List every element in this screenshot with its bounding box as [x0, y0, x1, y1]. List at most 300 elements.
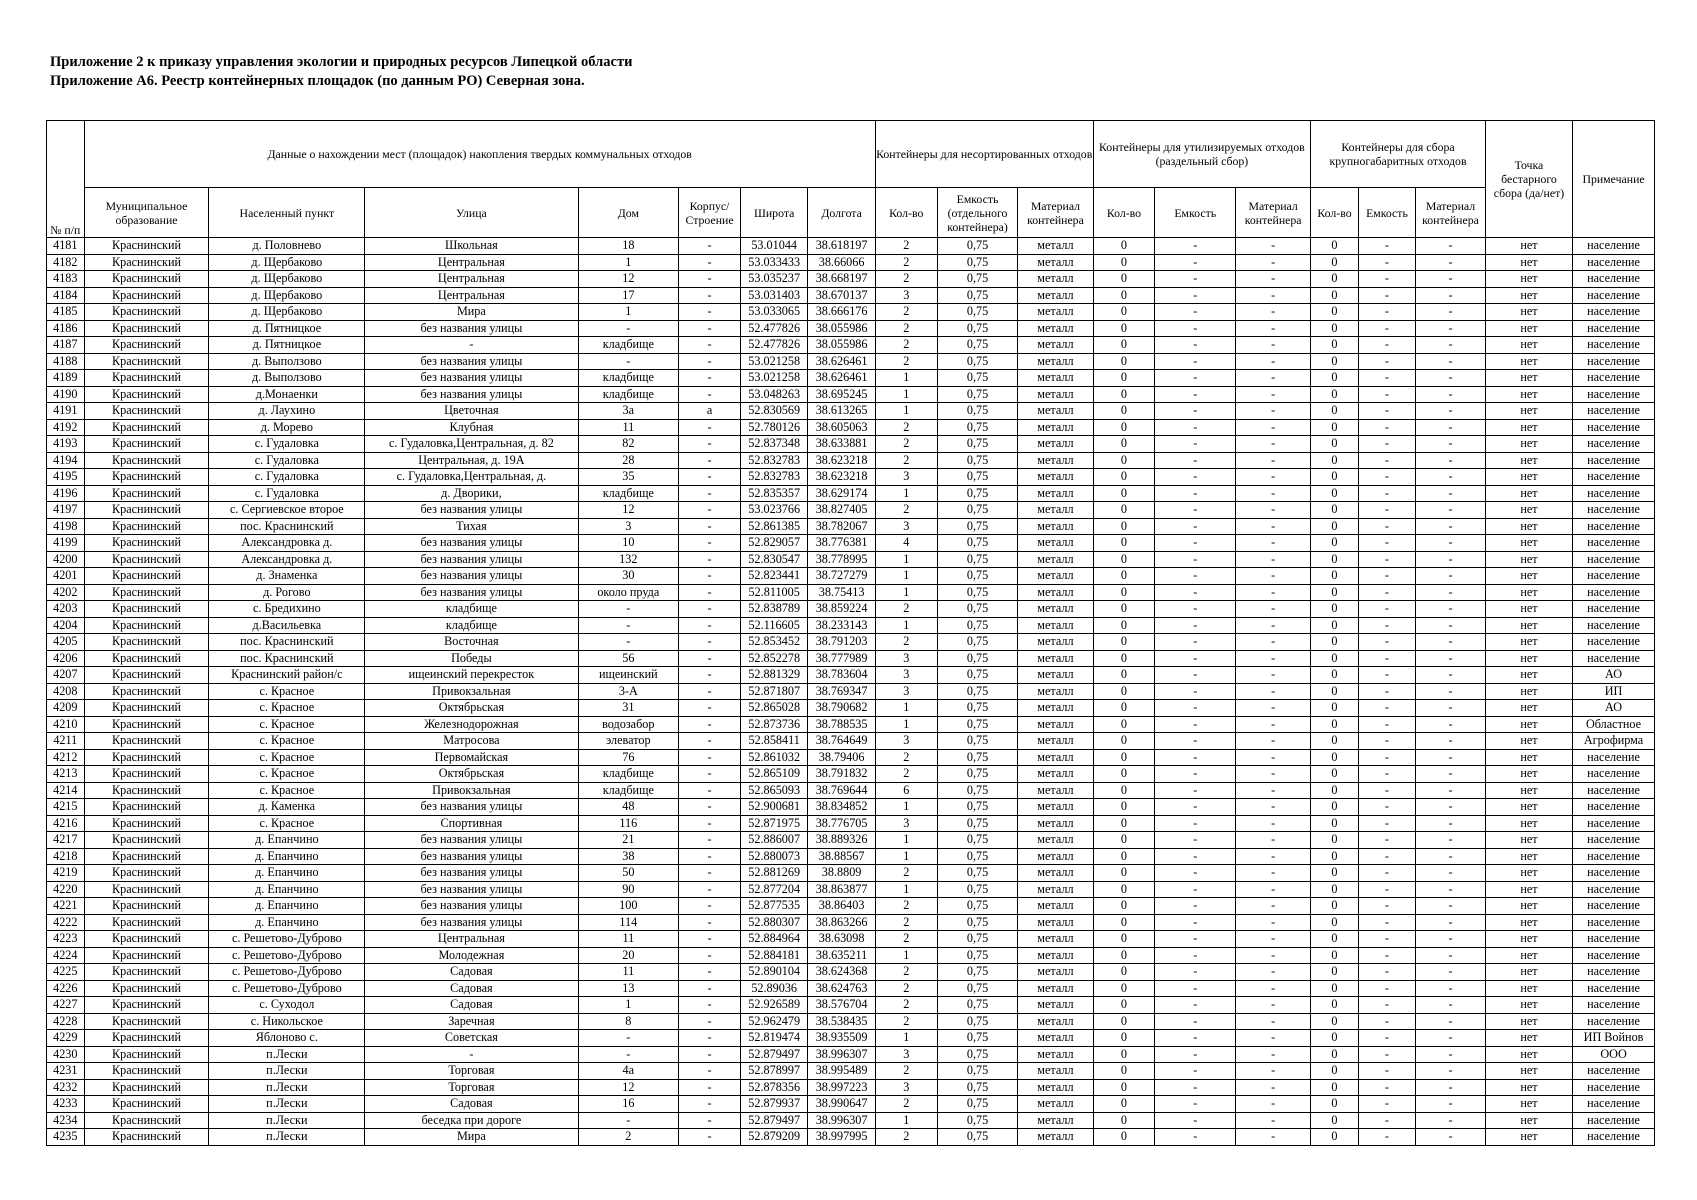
recyclable-count-cell: 0	[1093, 1046, 1155, 1063]
bagless-cell: нет	[1485, 337, 1572, 354]
note-cell: население	[1573, 386, 1655, 403]
table-row	[47, 419, 1655, 436]
table-row	[47, 1063, 1655, 1080]
municipality-cell: Краснинский	[84, 584, 209, 601]
house-cell: 4а	[578, 1063, 679, 1080]
bagless-cell: нет	[1485, 518, 1572, 535]
building-cell: -	[679, 370, 741, 387]
note-cell: население	[1573, 931, 1655, 948]
bulky-capacity-cell: -	[1358, 551, 1415, 568]
building-cell: -	[679, 584, 741, 601]
recyclable-capacity-cell: -	[1155, 931, 1236, 948]
bulky-capacity-cell: -	[1358, 535, 1415, 552]
latitude-cell: 52.853452	[740, 634, 807, 651]
unsorted-count-cell: 2	[875, 1129, 937, 1146]
unsorted-count-cell: 1	[875, 700, 937, 717]
house-cell: 1	[578, 304, 679, 321]
building-cell: -	[679, 551, 741, 568]
bulky-material-cell: -	[1416, 766, 1486, 783]
street-cell: без названия улицы	[365, 898, 578, 915]
street-cell: -	[365, 1046, 578, 1063]
note-cell: население	[1573, 1129, 1655, 1146]
recyclable-count-cell: 0	[1093, 782, 1155, 799]
recyclable-material-cell: -	[1236, 1046, 1311, 1063]
table-row	[47, 898, 1655, 915]
street-cell: с. Гудаловка,Центральная, д. 82	[365, 436, 578, 453]
row-number: 4232	[47, 1079, 85, 1096]
street-cell: д. Дворики,	[365, 485, 578, 502]
longitude-cell: 38.055986	[808, 337, 875, 354]
table-row	[47, 964, 1655, 981]
recyclable-material-cell: -	[1236, 337, 1311, 354]
unsorted-count-cell: 2	[875, 353, 937, 370]
settlement-cell: Яблоново с.	[209, 1030, 365, 1047]
bulky-capacity-cell: -	[1358, 881, 1415, 898]
table-row	[47, 1046, 1655, 1063]
municipality-cell: Краснинский	[84, 634, 209, 651]
unsorted-material-cell: металл	[1018, 749, 1093, 766]
bulky-material-cell: -	[1416, 304, 1486, 321]
table-row	[47, 782, 1655, 799]
recyclable-material-cell: -	[1236, 716, 1311, 733]
municipality-cell: Краснинский	[84, 1013, 209, 1030]
settlement-cell: с. Гудаловка	[209, 485, 365, 502]
unsorted-count-cell: 1	[875, 617, 937, 634]
row-number: 4229	[47, 1030, 85, 1047]
bulky-material-cell: -	[1416, 749, 1486, 766]
longitude-cell: 38.623218	[808, 469, 875, 486]
recyclable-capacity-cell: -	[1155, 848, 1236, 865]
note-cell: население	[1573, 865, 1655, 882]
unsorted-count-cell: 2	[875, 271, 937, 288]
bulky-count-cell: 0	[1311, 1112, 1359, 1129]
bulky-capacity-cell: -	[1358, 617, 1415, 634]
bagless-cell: нет	[1485, 1046, 1572, 1063]
unsorted-count-cell: 1	[875, 848, 937, 865]
recyclable-material-cell: -	[1236, 238, 1311, 255]
unsorted-capacity-cell: 0,75	[937, 1129, 1018, 1146]
table-row	[47, 997, 1655, 1014]
unsorted-count-cell: 2	[875, 634, 937, 651]
bulky-count-cell: 0	[1311, 782, 1359, 799]
row-number: 4201	[47, 568, 85, 585]
latitude-cell: 52.900681	[740, 799, 807, 816]
street-cell: Железнодорожная	[365, 716, 578, 733]
recyclable-count-cell: 0	[1093, 1013, 1155, 1030]
bagless-cell: нет	[1485, 931, 1572, 948]
recyclable-count-cell: 0	[1093, 485, 1155, 502]
municipality-cell: Краснинский	[84, 304, 209, 321]
row-number: 4230	[47, 1046, 85, 1063]
unsorted-count-cell: 2	[875, 320, 937, 337]
unsorted-capacity-cell: 0,75	[937, 1063, 1018, 1080]
recyclable-count-cell: 0	[1093, 1096, 1155, 1113]
house-cell: 48	[578, 799, 679, 816]
bulky-material-cell: -	[1416, 947, 1486, 964]
note-cell: население	[1573, 370, 1655, 387]
unsorted-capacity-cell: 0,75	[937, 667, 1018, 684]
unsorted-material-cell: металл	[1018, 799, 1093, 816]
bagless-cell: нет	[1485, 782, 1572, 799]
bulky-capacity-cell: -	[1358, 386, 1415, 403]
recyclable-capacity-cell: -	[1155, 403, 1236, 420]
note-cell: население	[1573, 749, 1655, 766]
recyclable-count-cell: 0	[1093, 815, 1155, 832]
bulky-capacity-cell: -	[1358, 1079, 1415, 1096]
row-number: 4233	[47, 1096, 85, 1113]
recyclable-capacity-cell: -	[1155, 419, 1236, 436]
recyclable-capacity-cell: -	[1155, 518, 1236, 535]
recyclable-capacity-cell: -	[1155, 914, 1236, 931]
unsorted-material-cell: металл	[1018, 568, 1093, 585]
bagless-cell: нет	[1485, 353, 1572, 370]
bulky-count-cell: 0	[1311, 452, 1359, 469]
recyclable-capacity-cell: -	[1155, 370, 1236, 387]
unsorted-material-cell: металл	[1018, 914, 1093, 931]
unsorted-capacity-cell: 0,75	[937, 535, 1018, 552]
unsorted-count-cell: 3	[875, 733, 937, 750]
unsorted-count-cell: 1	[875, 832, 937, 849]
row-number: 4234	[47, 1112, 85, 1129]
unsorted-capacity-cell: 0,75	[937, 881, 1018, 898]
table-row	[47, 634, 1655, 651]
bulky-count-cell: 0	[1311, 947, 1359, 964]
unsorted-material-cell: металл	[1018, 766, 1093, 783]
note-cell: население	[1573, 815, 1655, 832]
latitude-cell: 53.033433	[740, 254, 807, 271]
unsorted-material-cell: металл	[1018, 964, 1093, 981]
unsorted-capacity-cell: 0,75	[937, 865, 1018, 882]
bulky-material-cell: -	[1416, 980, 1486, 997]
street-cell: без названия улицы	[365, 535, 578, 552]
recyclable-capacity-cell: -	[1155, 601, 1236, 618]
building-cell: -	[679, 1112, 741, 1129]
house-cell: 18	[578, 238, 679, 255]
bulky-count-cell: 0	[1311, 980, 1359, 997]
building-cell: -	[679, 898, 741, 915]
table-row	[47, 353, 1655, 370]
unsorted-count-cell: 2	[875, 337, 937, 354]
row-number: 4188	[47, 353, 85, 370]
building-cell: -	[679, 683, 741, 700]
row-number: 4203	[47, 601, 85, 618]
row-number: 4204	[47, 617, 85, 634]
house-cell: 132	[578, 551, 679, 568]
latitude-cell: 52.89036	[740, 980, 807, 997]
house-cell: 1	[578, 997, 679, 1014]
row-number: 4183	[47, 271, 85, 288]
bulky-material-cell: -	[1416, 914, 1486, 931]
unsorted-capacity-cell: 0,75	[937, 353, 1018, 370]
note-cell: население	[1573, 964, 1655, 981]
recyclable-capacity-cell: -	[1155, 1030, 1236, 1047]
building-cell: -	[679, 271, 741, 288]
note-cell: население	[1573, 1096, 1655, 1113]
bulky-material-cell: -	[1416, 799, 1486, 816]
municipality-cell: Краснинский	[84, 502, 209, 519]
municipality-cell: Краснинский	[84, 337, 209, 354]
recyclable-material-cell: -	[1236, 749, 1311, 766]
unsorted-material-cell: металл	[1018, 254, 1093, 271]
bulky-count-cell: 0	[1311, 650, 1359, 667]
building-cell: -	[679, 667, 741, 684]
longitude-cell: 38.764649	[808, 733, 875, 750]
note-cell: население	[1573, 782, 1655, 799]
unsorted-count-cell: 6	[875, 782, 937, 799]
row-number: 4197	[47, 502, 85, 519]
street-cell: кладбище	[365, 601, 578, 618]
note-cell: население	[1573, 452, 1655, 469]
header-longitude: Долгота	[808, 188, 875, 238]
street-cell: беседка при дороге	[365, 1112, 578, 1129]
note-cell: население	[1573, 287, 1655, 304]
municipality-cell: Краснинский	[84, 568, 209, 585]
bulky-count-cell: 0	[1311, 634, 1359, 651]
building-cell: -	[679, 238, 741, 255]
note-cell: население	[1573, 419, 1655, 436]
recyclable-count-cell: 0	[1093, 370, 1155, 387]
row-number: 4212	[47, 749, 85, 766]
latitude-cell: 52.881329	[740, 667, 807, 684]
recyclable-material-cell: -	[1236, 403, 1311, 420]
bagless-cell: нет	[1485, 1129, 1572, 1146]
house-cell: 13	[578, 980, 679, 997]
bulky-material-cell: -	[1416, 1063, 1486, 1080]
bulky-material-cell: -	[1416, 320, 1486, 337]
table-row	[47, 304, 1655, 321]
bulky-material-cell: -	[1416, 370, 1486, 387]
unsorted-capacity-cell: 0,75	[937, 799, 1018, 816]
unsorted-material-cell: металл	[1018, 419, 1093, 436]
settlement-cell: д. Епанчино	[209, 881, 365, 898]
bulky-count-cell: 0	[1311, 551, 1359, 568]
street-cell: Садовая	[365, 997, 578, 1014]
longitude-cell: 38.624368	[808, 964, 875, 981]
bulky-material-cell: -	[1416, 832, 1486, 849]
table-row	[47, 436, 1655, 453]
house-cell: 12	[578, 1079, 679, 1096]
municipality-cell: Краснинский	[84, 766, 209, 783]
bulky-capacity-cell: -	[1358, 403, 1415, 420]
note-cell: население	[1573, 320, 1655, 337]
recyclable-capacity-cell: -	[1155, 667, 1236, 684]
unsorted-capacity-cell: 0,75	[937, 914, 1018, 931]
heading-line-1: Приложение 2 к приказу управления экологии и природных ресурсов Липецкой области	[50, 54, 633, 70]
bulky-capacity-cell: -	[1358, 287, 1415, 304]
table-row	[47, 403, 1655, 420]
latitude-cell: 52.877204	[740, 881, 807, 898]
note-cell: население	[1573, 832, 1655, 849]
table-row	[47, 452, 1655, 469]
settlement-cell: с. Бредихино	[209, 601, 365, 618]
municipality-cell: Краснинский	[84, 419, 209, 436]
header-settlement: Населенный пункт	[209, 188, 365, 238]
table-row	[47, 337, 1655, 354]
bulky-capacity-cell: -	[1358, 419, 1415, 436]
bulky-capacity-cell: -	[1358, 320, 1415, 337]
bulky-capacity-cell: -	[1358, 733, 1415, 750]
latitude-cell: 52.116605	[740, 617, 807, 634]
unsorted-material-cell: металл	[1018, 832, 1093, 849]
unsorted-count-cell: 2	[875, 1063, 937, 1080]
bulky-capacity-cell: -	[1358, 584, 1415, 601]
building-cell: -	[679, 535, 741, 552]
bagless-cell: нет	[1485, 238, 1572, 255]
bulky-count-cell: 0	[1311, 1030, 1359, 1047]
settlement-cell: с. Решетово-Дуброво	[209, 980, 365, 997]
unsorted-material-cell: металл	[1018, 238, 1093, 255]
recyclable-capacity-cell: -	[1155, 865, 1236, 882]
bagless-cell: нет	[1485, 914, 1572, 931]
unsorted-capacity-cell: 0,75	[937, 287, 1018, 304]
municipality-cell: Краснинский	[84, 518, 209, 535]
table-row	[47, 650, 1655, 667]
note-cell: население	[1573, 898, 1655, 915]
recyclable-material-cell: -	[1236, 617, 1311, 634]
street-cell: Торговая	[365, 1063, 578, 1080]
bulky-capacity-cell: -	[1358, 980, 1415, 997]
settlement-cell: п.Лески	[209, 1112, 365, 1129]
street-cell: Восточная	[365, 634, 578, 651]
recyclable-material-cell: -	[1236, 502, 1311, 519]
note-cell: население	[1573, 650, 1655, 667]
settlement-cell: с. Красное	[209, 716, 365, 733]
bulky-count-cell: 0	[1311, 1063, 1359, 1080]
unsorted-capacity-cell: 0,75	[937, 749, 1018, 766]
row-number: 4228	[47, 1013, 85, 1030]
bagless-cell: нет	[1485, 980, 1572, 997]
bulky-capacity-cell: -	[1358, 1063, 1415, 1080]
house-cell: 17	[578, 287, 679, 304]
bulky-capacity-cell: -	[1358, 1096, 1415, 1113]
note-cell: население	[1573, 469, 1655, 486]
settlement-cell: п.Лески	[209, 1096, 365, 1113]
unsorted-count-cell: 1	[875, 386, 937, 403]
recyclable-count-cell: 0	[1093, 568, 1155, 585]
bulky-capacity-cell: -	[1358, 634, 1415, 651]
recyclable-capacity-cell: -	[1155, 815, 1236, 832]
house-cell: -	[578, 1046, 679, 1063]
building-cell: -	[679, 997, 741, 1014]
bulky-material-cell: -	[1416, 403, 1486, 420]
municipality-cell: Краснинский	[84, 865, 209, 882]
house-cell: -	[578, 634, 679, 651]
building-cell: -	[679, 1046, 741, 1063]
unsorted-count-cell: 2	[875, 865, 937, 882]
longitude-cell: 38.88567	[808, 848, 875, 865]
bulky-material-cell: -	[1416, 1030, 1486, 1047]
recyclable-material-cell: -	[1236, 1063, 1311, 1080]
bulky-material-cell: -	[1416, 584, 1486, 601]
recyclable-material-cell: -	[1236, 254, 1311, 271]
building-cell: -	[679, 1079, 741, 1096]
bulky-count-cell: 0	[1311, 815, 1359, 832]
longitude-cell: 38.613265	[808, 403, 875, 420]
note-cell: АО	[1573, 700, 1655, 717]
table-row	[47, 502, 1655, 519]
longitude-cell: 38.576704	[808, 997, 875, 1014]
bagless-cell: нет	[1485, 848, 1572, 865]
bulky-capacity-cell: -	[1358, 766, 1415, 783]
longitude-cell: 38.629174	[808, 485, 875, 502]
note-cell: население	[1573, 551, 1655, 568]
bulky-count-cell: 0	[1311, 865, 1359, 882]
unsorted-material-cell: металл	[1018, 1112, 1093, 1129]
recyclable-capacity-cell: -	[1155, 485, 1236, 502]
header-note: Примечание	[1573, 121, 1655, 238]
bagless-cell: нет	[1485, 535, 1572, 552]
bagless-cell: нет	[1485, 716, 1572, 733]
longitude-cell: 38.778995	[808, 551, 875, 568]
unsorted-capacity-cell: 0,75	[937, 700, 1018, 717]
settlement-cell: с. Сергиевское второе	[209, 502, 365, 519]
latitude-cell: 52.835357	[740, 485, 807, 502]
recyclable-material-cell: -	[1236, 469, 1311, 486]
unsorted-count-cell: 2	[875, 1013, 937, 1030]
longitude-cell: 38.633881	[808, 436, 875, 453]
bulky-capacity-cell: -	[1358, 716, 1415, 733]
building-cell: -	[679, 1063, 741, 1080]
recyclable-count-cell: 0	[1093, 254, 1155, 271]
bulky-count-cell: 0	[1311, 403, 1359, 420]
municipality-cell: Краснинский	[84, 832, 209, 849]
latitude-cell: 53.01044	[740, 238, 807, 255]
note-cell: население	[1573, 337, 1655, 354]
longitude-cell: 38.623218	[808, 452, 875, 469]
municipality-cell: Краснинский	[84, 964, 209, 981]
unsorted-count-cell: 1	[875, 716, 937, 733]
building-cell: -	[679, 848, 741, 865]
unsorted-material-cell: металл	[1018, 551, 1093, 568]
longitude-cell: 38.668197	[808, 271, 875, 288]
settlement-cell: д. Пятницкое	[209, 320, 365, 337]
street-cell: Октябрьская	[365, 766, 578, 783]
unsorted-capacity-cell: 0,75	[937, 733, 1018, 750]
bulky-capacity-cell: -	[1358, 1129, 1415, 1146]
settlement-cell: с. Гудаловка	[209, 469, 365, 486]
street-cell: без названия улицы	[365, 865, 578, 882]
recyclable-material-cell: -	[1236, 386, 1311, 403]
longitude-cell: 38.618197	[808, 238, 875, 255]
note-cell: население	[1573, 403, 1655, 420]
bulky-material-cell: -	[1416, 419, 1486, 436]
building-cell: -	[679, 914, 741, 931]
latitude-cell: 52.861385	[740, 518, 807, 535]
municipality-cell: Краснинский	[84, 238, 209, 255]
bulky-capacity-cell: -	[1358, 782, 1415, 799]
row-number: 4196	[47, 485, 85, 502]
house-cell: 76	[578, 749, 679, 766]
recyclable-capacity-cell: -	[1155, 799, 1236, 816]
bulky-count-cell: 0	[1311, 832, 1359, 849]
municipality-cell: Краснинский	[84, 914, 209, 931]
bulky-count-cell: 0	[1311, 370, 1359, 387]
house-cell: 8	[578, 1013, 679, 1030]
bulky-count-cell: 0	[1311, 518, 1359, 535]
note-cell: население	[1573, 997, 1655, 1014]
unsorted-capacity-cell: 0,75	[937, 386, 1018, 403]
building-cell: -	[679, 749, 741, 766]
latitude-cell: 52.477826	[740, 320, 807, 337]
unsorted-capacity-cell: 0,75	[937, 403, 1018, 420]
settlement-cell: с. Красное	[209, 766, 365, 783]
longitude-cell: 38.769644	[808, 782, 875, 799]
recyclable-material-cell: -	[1236, 898, 1311, 915]
row-number: 4231	[47, 1063, 85, 1080]
recyclable-capacity-cell: -	[1155, 749, 1236, 766]
unsorted-count-cell: 3	[875, 518, 937, 535]
recyclable-capacity-cell: -	[1155, 254, 1236, 271]
